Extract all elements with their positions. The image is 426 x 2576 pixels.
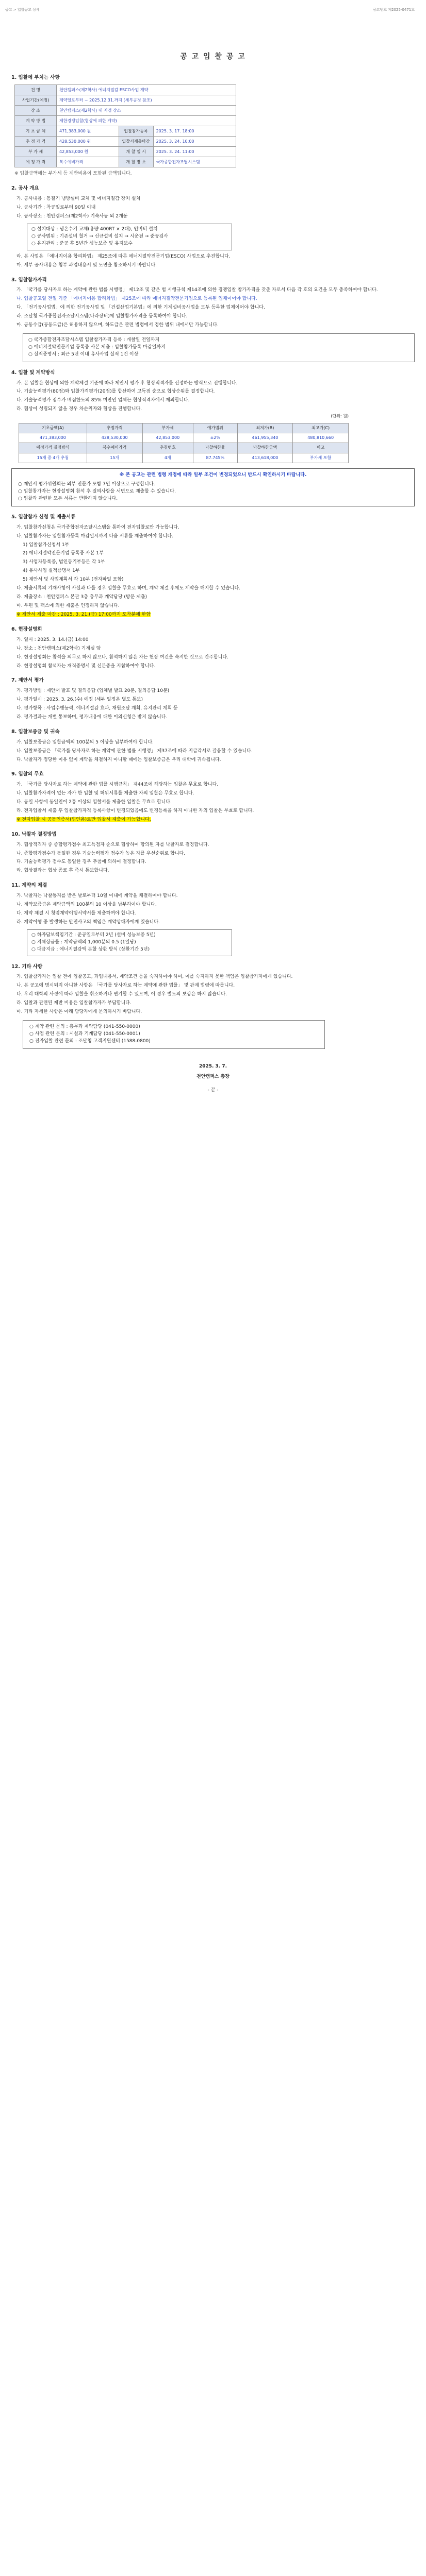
paragraph: 라. 평가결과는 개별 통보하며, 평가내용에 대한 이의신청은 받지 않습니다. [17, 714, 168, 720]
table-cell: 413,618,000 [237, 453, 293, 463]
box-line: ○ 실적증명서 : 최근 5년 이내 유사사업 실적 1건 이상 [28, 351, 139, 357]
paragraph: 가. 평가방법 : 제안서 발표 및 질의응답 (업체별 발표 20분, 질의응답 10분) [17, 688, 170, 694]
notice-line: ○ 제안서 평가위원회는 외부 전문가 포함 7인 이상으로 구성합니다. [18, 482, 155, 487]
cell-label: 부 가 세 [15, 147, 57, 157]
cell-label: 예 정 가 격 [15, 157, 57, 167]
column-header: 기초금액(A) [19, 423, 87, 433]
cell-label: 기 초 금 액 [15, 126, 57, 137]
paragraph: 다. 기술능력평가 점수도 동일한 경우 추첨에 의하여 결정합니다. [17, 859, 146, 865]
paragraph: 다. 현장설명회는 참석을 의무로 하지 않으나, 참석하지 않은 자는 현장 여건을 숙지한 것으로 간주합니다. [17, 654, 228, 660]
table-cell: 15개 [87, 453, 142, 463]
end-mark: - 끝 - [207, 1087, 219, 1093]
contact-box [23, 1020, 325, 1049]
column-header: 낙찰하한금액 [237, 443, 293, 453]
cell-label: 사업기간(예정) [15, 95, 57, 106]
paragraph: 가. 입찰보증금은 입찰금액의 100분의 5 이상을 납부하여야 합니다. [17, 739, 154, 745]
paragraph: 라. 본 사업은 「에너지이용 합리화법」 제25조에 따른 에너지절약전문기업(ESCO) 사업으로 추진합니다. [17, 253, 231, 259]
highlighted-deadline: ※ 제안서 제출 마감 : 2025. 3. 21.(금) 17:00까지 도착분에 한함 [17, 612, 151, 618]
announcement-number: 공고번호 제2025-0471호 [373, 8, 415, 12]
paragraph: 가. 「국가를 당사자로 하는 계약에 관한 법률 시행규칙」 제44조에 해당하는 입찰은 무효로 합니다. [17, 782, 219, 788]
breadcrumb: 공고 > 입찰공고 상세 [5, 8, 40, 12]
paragraph: 가. 본 입찰은 협상에 의한 계약체결 기준에 따라 제안서 평가 후 협상적격자를 선정하는 방식으로 진행합니다. [17, 380, 238, 386]
scope-box [27, 224, 232, 250]
paragraph: 마. 우편 및 팩스에 의한 제출은 인정하지 않습니다. [17, 603, 120, 609]
paragraph: 라. 전자입찰서 제출 후 입찰참가자격 등록사항이 변경되었음에도 변경등록을 하지 아니한 자의 입찰은 무효로 합니다. [17, 808, 254, 814]
table-cell: 461,955,340 [237, 433, 293, 443]
column-header: 추첨번호 [142, 443, 193, 453]
paragraph: 가. 협상적격자 중 종합평가점수 최고득점자 순으로 협상하여 합의된 자를 낙찰자로 결정합니다. [17, 842, 209, 848]
box-line: ○ 유지관리 : 준공 후 5년간 성능보증 및 유지보수 [31, 241, 133, 246]
bid-overview-table [14, 84, 236, 167]
column-header: 최고가(C) [293, 423, 349, 433]
paragraph: 5) 제안서 및 사업계획서 각 10부 (전자파일 포함) [23, 577, 124, 583]
section-submission [11, 514, 415, 619]
price-table [19, 423, 349, 464]
paragraph: 라. 제출장소 : 천안캠퍼스 본관 3층 총무과 계약담당 (방문 제출) [17, 595, 148, 600]
issuing-organization: 천안캠퍼스 총장 [196, 1074, 230, 1079]
paragraph: 나. 기술능력평가(80점)와 입찰가격평가(20점)를 합산하여 고득점 순으로 협상순위를 결정합니다. [17, 389, 215, 395]
column-header: 예가범위 [193, 423, 238, 433]
paragraph: 마. 공동수급(공동도급)은 허용하지 않으며, 하도급은 관련 법령에서 정한 범위 내에서만 가능합니다. [17, 323, 219, 328]
paragraph: 나. 입찰참가자격이 없는 자가 한 입찰 및 허위서류를 제출한 자의 입찰은 무효로 합니다. [17, 791, 194, 796]
paragraph: 다. 평가항목 : 사업수행능력, 에너지절감 효과, 재원조달 계획, 유지관리 계획 등 [17, 706, 178, 711]
paragraph: 가. 입찰참가자는 입찰 전에 입찰공고, 과업내용서, 계약조건 등을 숙지하여야 하며, 이를 숙지하지 못한 책임은 입찰참가자에게 있습니다. [17, 974, 293, 980]
paragraph: 나. 입찰공고일 전일 기준 「에너지이용 합리화법」 제25조에 따라 에너지절약전문기업으로 등록된 업체이어야 합니다. [17, 296, 257, 302]
column-header: 예정가격 결정방식 [19, 443, 87, 453]
paragraph: 다. 계약 체결 시 청렴계약이행서약서를 제출하여야 합니다. [17, 910, 136, 916]
section-misc [11, 963, 415, 1049]
notice-line: ○ 입찰과 관련한 모든 서류는 반환하지 않습니다. [18, 496, 118, 502]
paragraph: 3) 사업자등록증, 법인등기부등본 각 1부 [23, 560, 105, 565]
paragraph: 다. 기술능력평가 점수가 배점한도의 85% 미만인 업체는 협상적격자에서 제외합니다. [17, 398, 190, 403]
section-title: 2. 공사 개요 [11, 185, 39, 192]
paragraph: 라. 입찰과 관련된 제반 비용은 입찰참가자가 부담합니다. [17, 1001, 132, 1006]
paragraph: 다. 제출서류의 기재사항이 사실과 다를 경우 입찰을 무효로 하며, 계약 체결 후에도 계약을 해지할 수 있습니다. [17, 586, 241, 591]
table-cell: ±2% [193, 433, 238, 443]
cell-value: 제한경쟁입찰(협상에 의한 계약) [57, 116, 236, 126]
paragraph: 가. 일시 : 2025. 3. 14.(금) 14:00 [17, 637, 89, 642]
paragraph: 다. 우리 대학의 사정에 따라 입찰을 취소하거나 연기할 수 있으며, 이 경우 별도의 보상은 하지 않습니다. [17, 992, 227, 997]
box-line: ○ 에너지절약전문기업 등록증 사본 제출 : 입찰참가등록 마감일까지 [28, 344, 166, 350]
contact-line: ○ 계약 관련 문의 : 총무과 계약담당 (041-550-0000) [29, 1024, 140, 1030]
paragraph: 나. 공사기간 : 착공일로부터 90일 이내 [17, 205, 96, 210]
table-cell: 471,383,000 [19, 433, 87, 443]
important-notice-box [11, 468, 415, 506]
section-overview [11, 185, 415, 269]
paragraph: 라. 협상결과는 협상 종료 후 즉시 통보합니다. [17, 868, 109, 874]
column-header: 복수예비가격 [87, 443, 142, 453]
paragraph: 나. 계약보증금은 계약금액의 100분의 10 이상을 납부하여야 합니다. [17, 902, 157, 907]
section-title: 8. 입찰보증금 및 귀속 [11, 728, 60, 735]
section-title: 6. 현장설명회 [11, 626, 42, 632]
paragraph: 가. 입찰참가신청은 국가종합전자조달시스템을 통하여 전자입찰로만 가능합니다. [17, 524, 179, 530]
cell-label: 건 명 [15, 85, 57, 95]
section-eligibility [11, 277, 415, 362]
column-header: 부가세 [142, 423, 193, 433]
section-contract-method [11, 369, 415, 463]
section-evaluation [11, 677, 415, 721]
cell-value: 계약일로부터 ~ 2025.12.31.까지 (세부공정 참조) [57, 95, 236, 106]
column-header: 낙찰하한율 [193, 443, 238, 453]
section-title: 9. 입찰의 무효 [11, 771, 44, 777]
cell-value: 복수예비가격 [57, 157, 119, 167]
paragraph: 라. 협상이 성립되지 않을 경우 차순위자와 협상을 진행합니다. [17, 406, 142, 412]
paragraph: 나. 평가일시 : 2025. 3. 26.(수) 예정 (세부 일정은 별도 통보) [17, 697, 143, 703]
section-title: 4. 입찰 및 계약방식 [11, 369, 55, 376]
table-cell: 428,530,000 [87, 433, 142, 443]
section-contract [11, 882, 415, 956]
box-line: ○ 지체상금률 : 계약금액의 1,000분의 0.5 (1일당) [31, 939, 136, 945]
notice-line: ○ 입찰참가자는 현장설명회 참석 후 질의사항을 서면으로 제출할 수 있습니다. [18, 489, 176, 495]
cell-value: 471,383,000 원 [57, 126, 119, 137]
paragraph: 나. 입찰참가자는 입찰참가등록 마감일시까지 다음 서류를 제출하여야 합니다. [17, 533, 173, 539]
notice-title: ※ 본 공고는 관련 법령 개정에 따라 일부 조건이 변경되었으니 반드시 확인하시기 바랍니다. [119, 472, 307, 478]
column-header: 비고 [293, 443, 349, 453]
cell-label: 개 찰 일 시 [119, 147, 153, 157]
cell-value: 천안캠퍼스(제2학사) 내 지정 장소 [57, 106, 236, 116]
cell-value: 천안캠퍼스(제2학사) 에너지절감 ESCO사업 계약 [57, 85, 236, 95]
paragraph: 라. 조달청 국가종합전자조달시스템(나라장터)에 입찰참가자격을 등록하여야 합니다. [17, 314, 188, 319]
box-line: ○ 대금지급 : 에너지절감액 분할 상환 방식 (상환기간 5년) [31, 946, 150, 952]
paragraph: 가. 낙찰자는 낙찰통지를 받은 날로부터 10일 이내에 계약을 체결하여야 합니다. [17, 893, 178, 899]
section-invalid-bids [11, 771, 415, 823]
section-title: 3. 입찰참가자격 [11, 277, 47, 283]
table-cell: 42,853,000 [142, 433, 193, 443]
paragraph: 나. 장소 : 천안캠퍼스(제2학사) 기계실 앞 [17, 646, 101, 651]
section-title: 10. 낙찰자 결정방법 [11, 831, 57, 837]
cell-label: 추 정 가 격 [15, 137, 57, 147]
paragraph: 다. 동일 사항에 동일인이 2통 이상의 입찰서를 제출한 입찰은 무효로 합니다. [17, 800, 172, 805]
paragraph: 마. 세부 공사내용은 첨부 과업내용서 및 도면을 참조하시기 바랍니다. [17, 262, 157, 268]
paragraph: 가. 공사내용 : 동절기 냉방설비 교체 및 에너지절감 장치 설치 [17, 196, 141, 202]
page-title: 공 고 입 찰 공 고 [180, 53, 246, 61]
box-line: ○ 국가종합전자조달시스템 입찰참가자격 등록 : 개찰일 전일까지 [28, 337, 160, 343]
paragraph: 다. 공사장소 : 천안캠퍼스(제2학사) 기숙사동 외 2개동 [17, 213, 128, 219]
paragraph: 다. 낙찰자가 정당한 이유 없이 계약을 체결하지 아니할 때에는 입찰보증금은 우리 대학에 귀속됩니다. [17, 757, 221, 762]
table-cell: 87.745% [193, 453, 238, 463]
section-title: 11. 계약의 체결 [11, 883, 47, 889]
cell-label: 개 찰 장 소 [119, 157, 153, 167]
section-title: 12. 기타 사항 [11, 963, 43, 970]
cell-value: 2025. 3. 17. 18:00 [153, 126, 236, 137]
paragraph: 1) 입찰참가신청서 1부 [23, 542, 70, 548]
box-line: ○ 하자담보책임기간 : 준공일로부터 2년 (설비 성능보증 5년) [31, 932, 156, 938]
contact-line: ○ 사업 관련 문의 : 시설과 기계담당 (041-550-0001) [29, 1031, 140, 1037]
paragraph: 나. 종합평가점수가 동일한 경우 기술능력평가 점수가 높은 자를 우선순위로 합니다. [17, 851, 186, 856]
cell-value: 2025. 3. 24. 11:00 [153, 147, 236, 157]
table-cell: 부가세 포함 [293, 453, 349, 463]
announcement-date: 2025. 3. 7. [199, 1063, 227, 1069]
paragraph: 2) 에너지절약전문기업 등록증 사본 1부 [23, 551, 104, 556]
paragraph: 라. 현장설명회 참석자는 재직증명서 및 신분증을 지참하여야 합니다. [17, 663, 156, 669]
section-site-briefing [11, 626, 415, 670]
paragraph: 라. 계약이행 중 발생하는 안전사고의 책임은 계약상대자에게 있습니다. [17, 919, 160, 925]
cell-label: 입찰서제출마감 [119, 137, 153, 147]
section-bid-info [11, 74, 415, 178]
unit-label: (단위: 원) [331, 414, 349, 419]
column-header: 추정가격 [87, 423, 142, 433]
table-cell: 4개 [142, 453, 193, 463]
cell-value: 2025. 3. 24. 10:00 [153, 137, 236, 147]
cell-value: 42,853,000 원 [57, 147, 119, 157]
cell-label: 장 소 [15, 106, 57, 116]
contact-line: ○ 전자입찰 관련 문의 : 조달청 고객지원센터 (1588-0800) [29, 1038, 151, 1044]
section-title: 1. 입찰에 부치는 사항 [11, 74, 60, 80]
table-cell: 15개 중 4개 추첨 [19, 453, 87, 463]
section-title: 7. 제안서 평가 [11, 677, 44, 684]
box-line: ○ 공사범위 : 기존설비 철거 → 신규설비 설치 → 시운전 → 준공검사 [31, 233, 168, 239]
paragraph: 나. 본 공고에 명시되지 아니한 사항은 「국가를 당사자로 하는 계약에 관한 법률」 및 관계 법령에 따릅니다. [17, 983, 235, 989]
cell-label: 계 약 방 법 [15, 116, 57, 126]
cell-value: 국가종합전자조달시스템 [153, 157, 236, 167]
paragraph: 다. 「전기공사업법」에 의한 전기공사업 및 「건설산업기본법」에 의한 기계설비공사업을 모두 등록한 업체이어야 합니다. [17, 305, 265, 311]
table-cell: 480,810,660 [293, 433, 349, 443]
highlighted-note: ※ 전자입찰 시 공동인증서(법인용)로만 입찰서 제출이 가능합니다. [17, 817, 151, 822]
section-award [11, 831, 415, 875]
paragraph: 가. 「국가를 당사자로 하는 계약에 관한 법률 시행령」 제12조 및 같은 법 시행규칙 제14조에 의한 경쟁입찰 참가자격을 갖춘 자로서 다음 각 호의 요건을 모두 충족하여야 합니다. [17, 287, 378, 293]
section-title: 5. 입찰참가 신청 및 제출서류 [11, 514, 76, 520]
contract-terms-box [27, 929, 232, 956]
price-note: ※ 입찰금액에는 부가세 등 제반비용이 포함된 금액입니다. [14, 171, 132, 177]
column-header: 최저가(B) [237, 423, 293, 433]
paragraph: 나. 입찰보증금은 「국가를 당사자로 하는 계약에 관한 법률 시행령」 제37조에 따라 지급각서로 갈음할 수 있습니다. [17, 748, 253, 754]
paragraph: 4) 유사사업 실적증명서 1부 [23, 568, 80, 574]
paragraph: 마. 기타 자세한 사항은 아래 담당자에게 문의하시기 바랍니다. [17, 1009, 142, 1015]
eligibility-box [23, 333, 415, 362]
section-bid-bond [11, 728, 415, 764]
box-line: ○ 설치대상 : 냉온수기 교체(용량 400RT × 2대), 인버터 설치 [31, 226, 158, 232]
cell-value: 428,530,000 원 [57, 137, 119, 147]
cell-label: 입찰참가등록 [119, 126, 153, 137]
